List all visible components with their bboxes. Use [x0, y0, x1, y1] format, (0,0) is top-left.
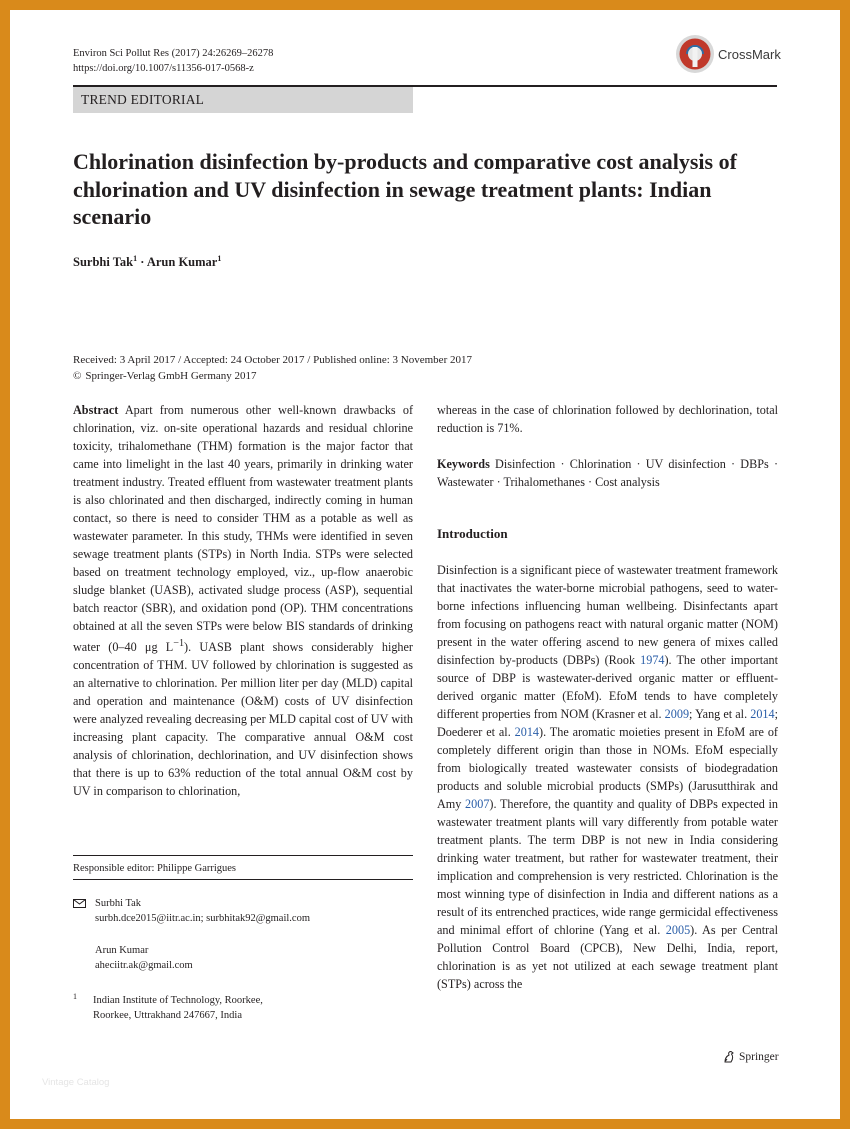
abstract-paragraph — [73, 401, 413, 800]
journal-line: Environ Sci Pollut Res (2017) 24:26269–26278 — [73, 48, 274, 59]
citation-link[interactable]: 2005 — [665, 923, 691, 937]
left-column — [73, 401, 413, 800]
springer-horse-icon — [722, 1050, 736, 1064]
intro-text: Disinfection is a significant piece of wastewater treatment framework that inactivates the water-borne microbial pathogens, seed to water-borne infections influencing human wellbeing. Disinfectants apart from focusing on pathogens react with natural organic matter (NOM) present in the water offering ascend to new genera of mixes called disinfection by-products (DBPs) (Rook — [437, 563, 778, 667]
crossmark-badge[interactable] — [675, 34, 781, 74]
contact-block-2 — [95, 943, 193, 973]
contact-email[interactable]: aheciitr.ak@gmail.com — [95, 960, 193, 971]
affiliation-number: 1 — [73, 992, 77, 1001]
copyright-line — [73, 369, 472, 385]
intro-text: ; Doederer et al. — [437, 707, 778, 739]
article-title: Chlorination disinfection by-products and comparative cost analysis of chlorination and UV disinfection in sewage treatment plants: Indian scenario — [73, 149, 737, 229]
author-list — [73, 254, 221, 270]
intro-text: ). As per Central Pollution Control Board (CPCB), New Delhi, India, report, chlorination is as yet not utilized at each sewage treatment plant (STPs) across the — [437, 923, 778, 991]
keywords-label: Keywords — [437, 457, 490, 471]
abstract-label: Abstract — [73, 403, 119, 417]
watermark: Vintage Catalog — [42, 1077, 110, 1088]
affiliation — [93, 993, 263, 1023]
doi-link[interactable]: https://doi.org/10.1007/s11356-017-0568-z — [73, 63, 254, 74]
publisher-logo — [722, 1050, 779, 1064]
citation-link[interactable]: 2014 — [514, 725, 540, 739]
author-name: Arun Kumar — [146, 255, 218, 270]
contact-name: Arun Kumar — [95, 945, 149, 956]
section-heading: Introduction — [437, 526, 508, 541]
crossmark-label: CrossMark — [718, 46, 781, 62]
abstract-text-part1: Apart from numerous other well-known drawbacks of chlorination, viz. on-site operational hazards and residual chlorine toxicity, trihalomethane (THM) formation is the major factor that came into limelight in the last 40 years, primarily in drinking water treatment industry. Treated effluent from wastewater treatment plants is also chlorinated and then discharged, indirectly coming in human contact, so there is need to consider THM as a potable as well as wastewater parameter. In this study, THMs were identified in seven sewage treatment plants (STPs) in North India. STPs were selected based on treatment technology employed, viz., up-flow anaerobic sludge blanket (UASB), activated sludge process (ASP), sequential batch reactor (SBR), and oxidation pond (OP). THM concentrations obtained at all the seven STPs were below BIS standards of drinking water (0–40 μg L — [73, 403, 414, 655]
introduction-paragraph — [437, 561, 778, 993]
dates-line: Received: 3 April 2017 / Accepted: 24 October 2017 / Published online: 3 November 2017 — [73, 354, 472, 366]
keywords-paragraph — [437, 455, 778, 491]
envelope-icon — [73, 899, 86, 908]
affiliation-line: Roorkee, Uttrakhand 247667, India — [93, 1010, 243, 1021]
author-separator: · — [137, 255, 147, 270]
author-name: Surbhi Tak — [73, 255, 134, 270]
contact-block-1 — [95, 896, 310, 926]
right-column — [437, 401, 778, 993]
publication-history — [73, 353, 472, 384]
citation-link[interactable]: 2014 — [750, 707, 775, 721]
contact-name: Surbhi Tak — [95, 898, 142, 909]
section-label: TREND EDITORIAL — [73, 87, 413, 113]
abstract-text-part2: ). UASB plant shows considerably higher concentration of THM. UV followed by chlorination is suggested as an alternative to chlorination. Per million liter per day (MLD) capital and operation and maintenance (O&M) costs of UV disinfection were analyzed revealing decreasing per MLD capital cost of UV with increasing plant capacity. The comparative annual O&M cost analysis of chlorination, dechlorination, and UV disinfection shows that there is up to 63% reduction of the total annual O&M cost by UV in comparison to chlorination, — [73, 640, 413, 799]
crossmark-icon — [675, 34, 715, 74]
footnote-rule-2 — [73, 879, 413, 880]
unit-superscript: −1 — [173, 638, 185, 649]
citation-link[interactable]: 1974 — [640, 653, 665, 667]
citation-link[interactable]: 2009 — [664, 707, 690, 721]
affiliation-line: Indian Institute of Technology, Roorkee, — [93, 995, 263, 1006]
responsible-editor: Responsible editor: Philippe Garrigues — [73, 863, 237, 874]
keywords-text: Disinfection · Chlorination · UV disinfection · DBPs · Wastewater · Trihalomethanes · Cost analysis — [437, 457, 779, 489]
intro-text: ). The other important source of DBP is wastewater-derived organic matter or effluent-derived organic matter (EfoM). EfoM tends to have completely different properties from NOM (Krasner et al. — [437, 653, 779, 721]
copyright-text: Springer-Verlag GmbH Germany 2017 — [85, 369, 257, 382]
citation-link[interactable]: 2007 — [465, 797, 490, 811]
footnote-rule — [73, 855, 413, 856]
intro-text: ; Yang et al. — [689, 707, 751, 721]
copyright-symbol: © — [73, 369, 82, 382]
journal-citation — [73, 46, 273, 76]
intro-text: ). The aromatic moieties present in EfoM are of completely different origin than those in NOMs. EfoM especially from biologically treated wastewater consists of biodegradation products and soluble microbial products (SMPs) (Jarusutthirak and Amy — [437, 725, 778, 811]
author-affiliation-mark: 1 — [217, 254, 222, 263]
intro-text: ). Therefore, the quantity and quality of DBPs expected in wastewater treatment plants will vary differently from potable water treatment plants. The term DBP is not new in India considering drinking water treatment, but rather for wastewater treatment, their implication and comprehension is very restricted. Chlorination is the most winning type of disinfection in India and different nations as a result of its entrenched practices, wide range germicidal effectiveness and minimal effort of chlorine (Yang et al. — [437, 797, 779, 937]
author-affiliation-mark: 1 — [133, 254, 138, 263]
publisher-name: Springer — [739, 1051, 779, 1063]
contact-email[interactable]: surbh.dce2015@iitr.ac.in; surbhitak92@gmail.com — [95, 913, 311, 924]
abstract-continuation: whereas in the case of chlorination followed by dechlorination, total reduction is 71%. — [437, 403, 778, 435]
